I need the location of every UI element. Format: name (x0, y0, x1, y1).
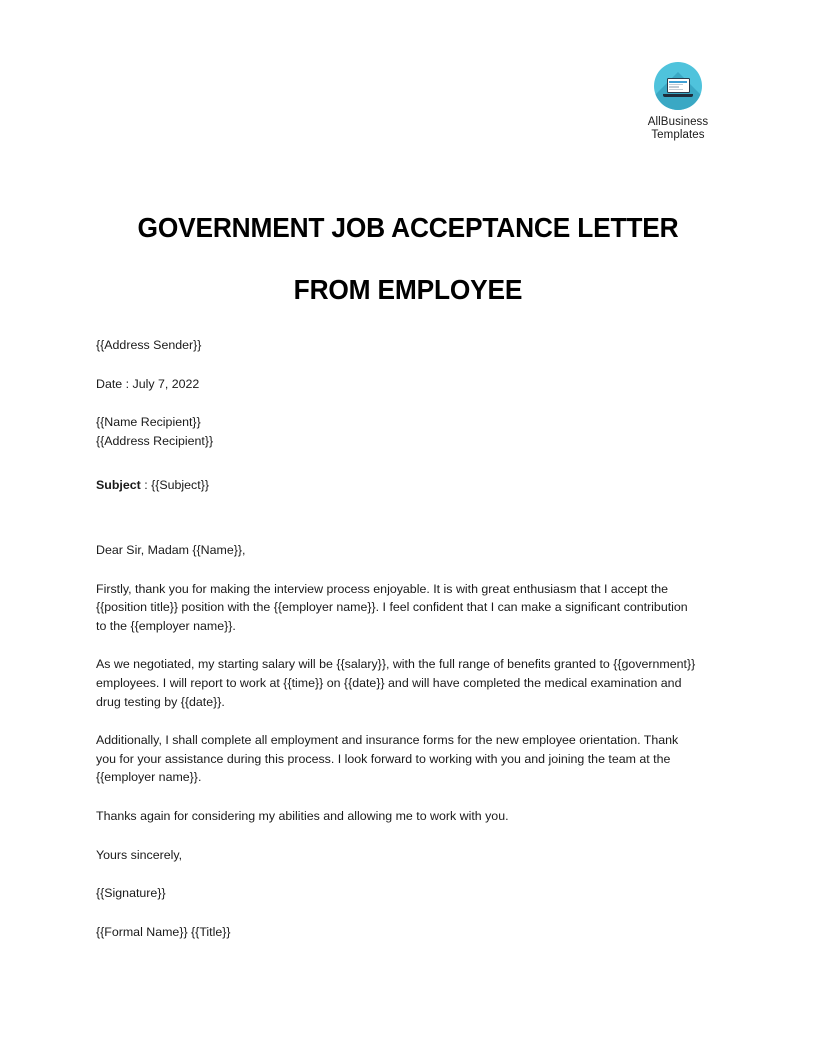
letter-date: Date : July 7, 2022 (96, 376, 200, 391)
body-paragraph-3: Additionally, I shall complete all employment and insurance forms for the new employee orientation. Thank you for your assistance during this process. I look forward to working with you and joining the team at the {{employer name}}. (96, 733, 679, 785)
laptop-icon (663, 75, 693, 97)
screen-text-line (669, 84, 683, 85)
salutation: Dear Sir, Madam {{Name}}, (96, 542, 246, 557)
laptop-base (663, 94, 693, 98)
closing-line: Yours sincerely, (96, 847, 183, 862)
brand-name (648, 116, 709, 142)
recipient-address: {{Address Recipient}} (96, 433, 214, 448)
body-paragraph-1: Firstly, thank you for making the interview process enjoyable. It is with great enthusiasm that I accept the {{position title}} position with the {{employer name}}. I feel confident that I can make a significant contribution to the {{employer name}}. (96, 581, 688, 633)
laptop-screen (667, 78, 690, 93)
body-paragraph-2: As we negotiated, my starting salary will be {{salary}}, with the full range of benefits granted to {{government}} employees. I will report to work at {{time}} on {{date}} and will have completed the medical examination and drug testing by {{date}}. (96, 657, 696, 709)
subject-label: Subject (96, 478, 141, 493)
brand-logo (618, 62, 738, 142)
screen-text-line (669, 89, 683, 90)
signature-placeholder: {{Signature}} (96, 886, 166, 901)
page-title (100, 197, 717, 321)
letter-body (96, 336, 700, 941)
recipient-name: {{Name Recipient}} (96, 415, 201, 430)
signer-name-and-title: {{Formal Name}} {{Title}} (96, 924, 231, 939)
screen-text-line (669, 86, 679, 87)
brand-name-line-1: AllBusiness (647, 116, 709, 128)
brand-name-line-2: Templates (651, 129, 705, 141)
screen-header-bar (669, 81, 687, 84)
sender-address: {{Address Sender}} (96, 338, 202, 352)
body-paragraph-4: Thanks again for considering my abilities and allowing me to work with you. (96, 808, 509, 823)
page-title-line-2: FROM EMPLOYEE (293, 273, 523, 305)
page-title-line-1: GOVERNMENT JOB ACCEPTANCE LETTER (137, 211, 679, 243)
subject-value: : {{Subject}} (140, 478, 209, 493)
allbusiness-templates-logo-icon (654, 62, 702, 110)
subject-line (96, 476, 700, 495)
